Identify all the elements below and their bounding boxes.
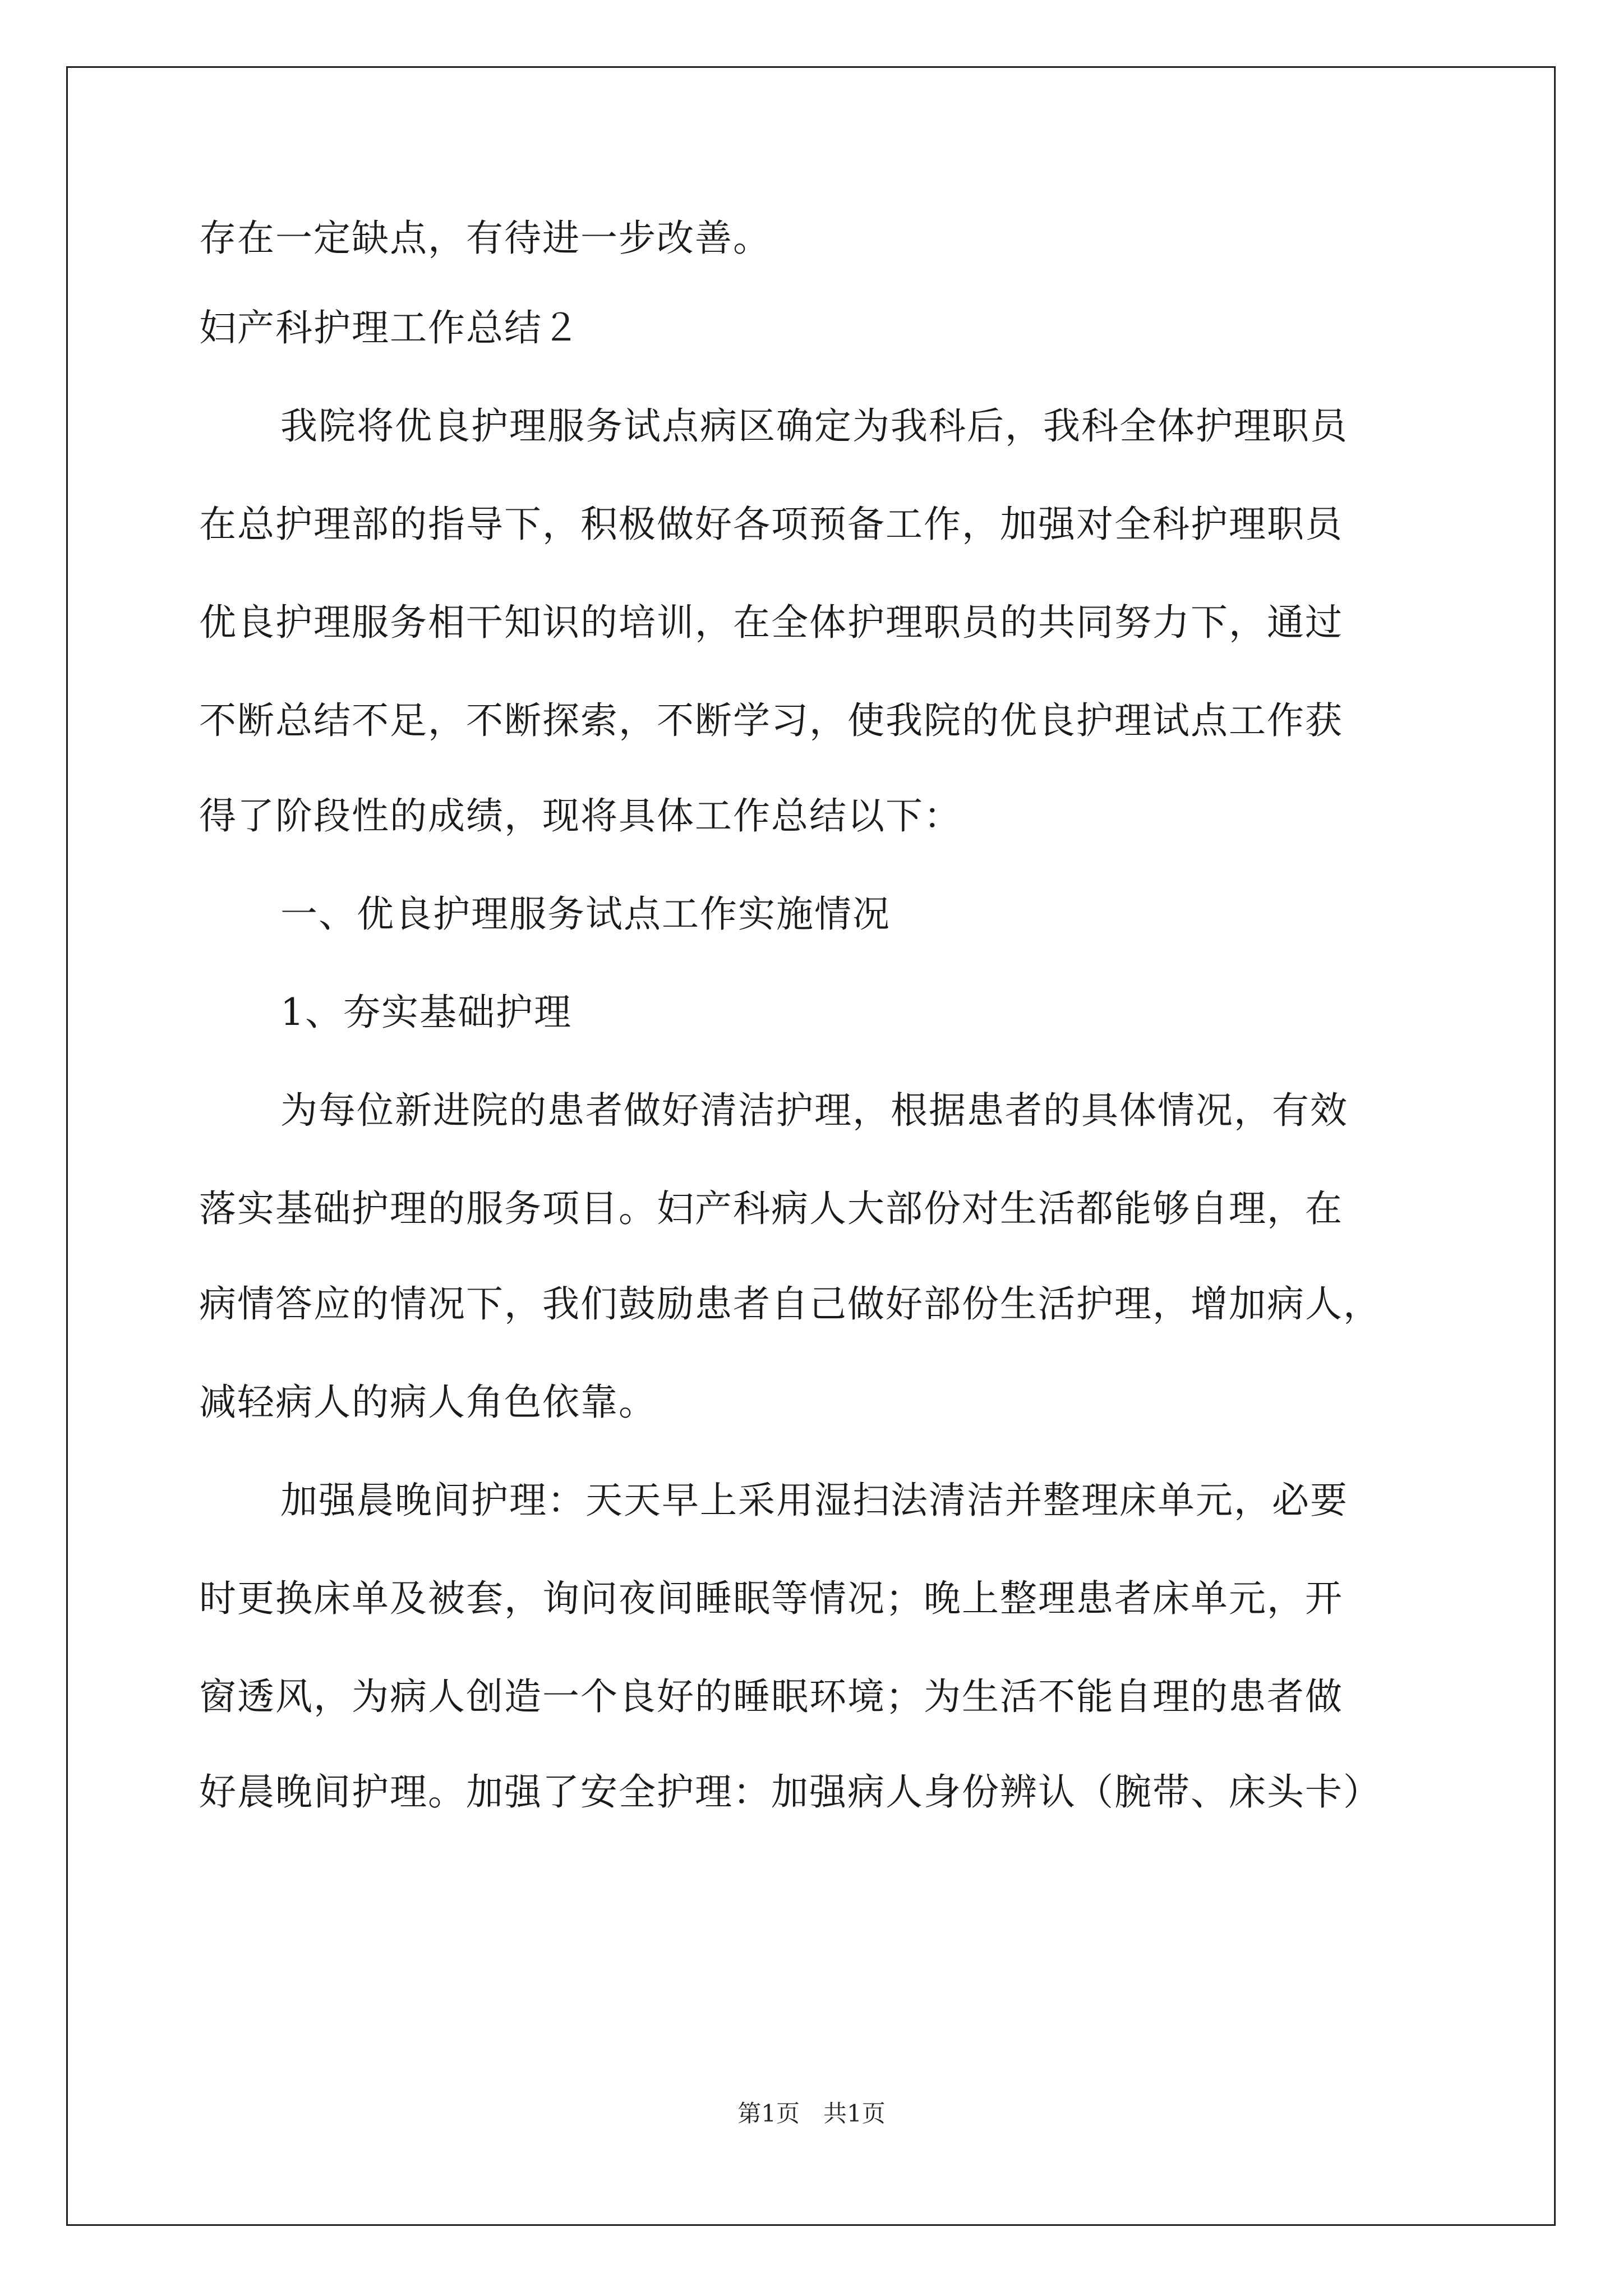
body-line: 不断总结不足，不断探索，不断学习，使我院的优良护理试点工作获: [199, 699, 1343, 742]
body-line: 病情答应的情况下，我们鼓励患者自己做好部份生活护理，增加病人，: [199, 1282, 1381, 1326]
subheading: 一、优良护理服务试点工作实施情况: [280, 892, 891, 936]
body-line: 得了阶段性的成绩，现将具体工作总结以下：: [199, 794, 962, 838]
paragraph-start: 我院将优良护理服务试点病区确定为我科后，我科全体护理职员: [280, 404, 1348, 448]
paragraph-start: 加强晨晚间护理：天天早上采用湿扫法清洁并整理床单元，必要: [280, 1479, 1348, 1522]
body-line: 在总护理部的指导下，积极做好各项预备工作，加强对全科护理职员: [199, 503, 1343, 546]
body-line: 好晨晚间护理。加强了安全护理：加强病人身份辨认（腕带、床头卡）: [199, 1770, 1381, 1814]
paragraph-start: 为每位新进院的患者做好清洁护理，根据患者的具体情况，有效: [280, 1089, 1348, 1132]
body-line: 减轻病人的病人角色依靠。: [199, 1381, 657, 1424]
body-line: 窗透风，为病人创造一个良好的睡眠环境；为生活不能自理的患者做: [199, 1675, 1343, 1718]
page-number-footer: 第1页 共1页: [737, 2100, 886, 2127]
page-border: [66, 66, 1556, 2226]
body-line: 落实基础护理的服务项目。妇产科病人大部份对生活都能够自理，在: [199, 1187, 1343, 1230]
subheading: 1、夯实基础护理: [280, 991, 572, 1034]
body-line: 优良护理服务相干知识的培训，在全体护理职员的共同努力下，通过: [199, 601, 1343, 644]
body-line: 时更换床单及被套，询问夜间睡眠等情况；晚上整理患者床单元，开: [199, 1577, 1343, 1620]
section-heading: 妇产科护理工作总结２: [199, 306, 580, 349]
body-line: 存在一定缺点，有待进一步改善。: [199, 217, 771, 260]
